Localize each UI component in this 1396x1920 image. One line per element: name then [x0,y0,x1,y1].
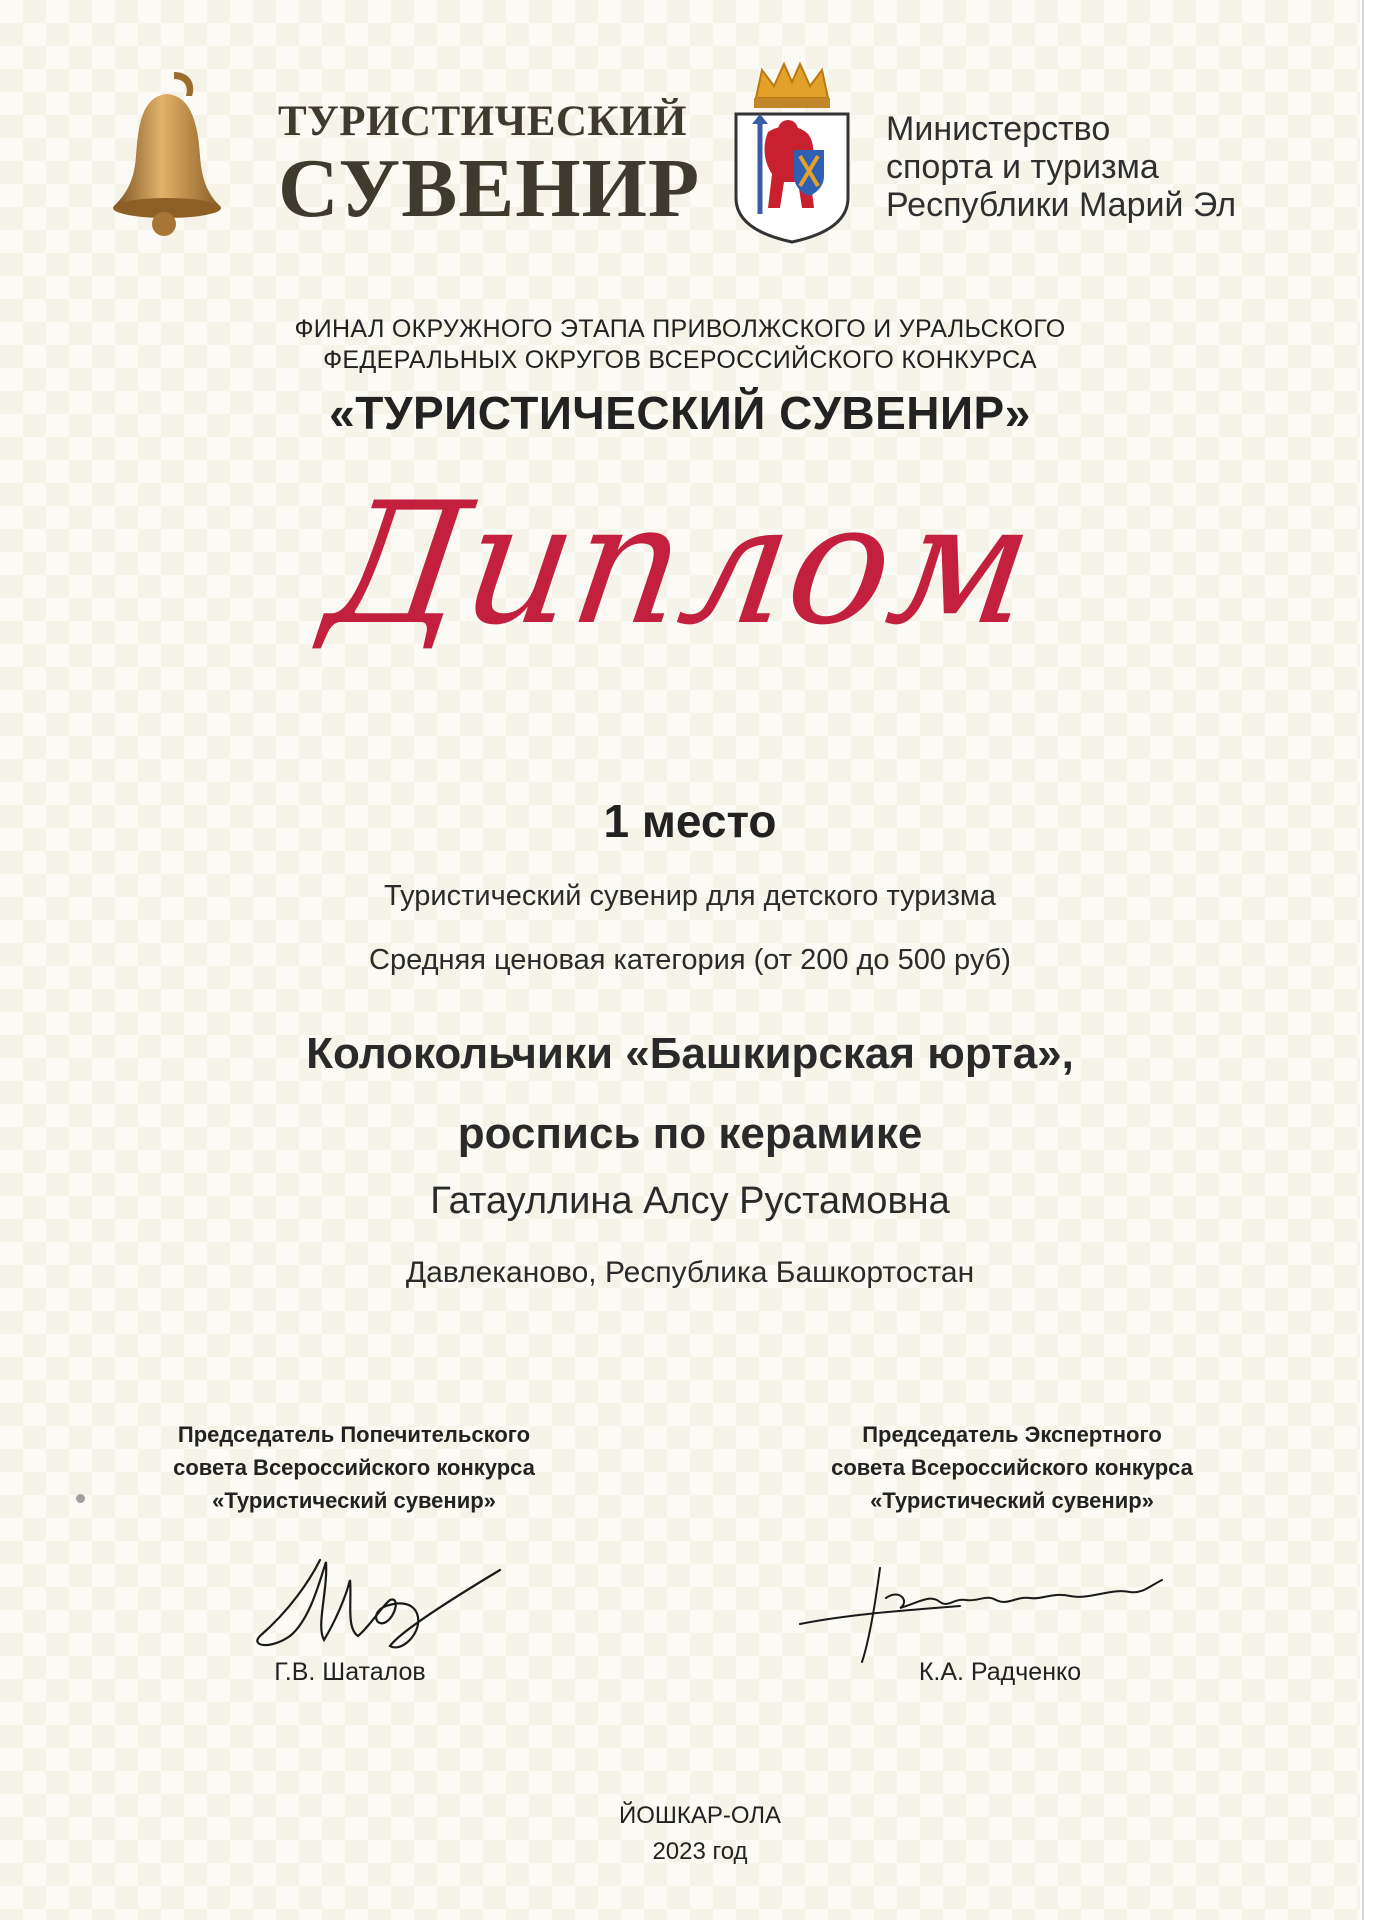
award-place: 1 место [603,795,777,847]
event-heading-line-1: ФИНАЛ ОКРУЖНОГО ЭТАПА ПРИВОЛЖСКОГО И УРАЛЬСКОГО [294,315,1066,343]
signatory-left-title-line-1: Председатель Попечительского [177,1422,531,1447]
award-location: Давлеканово, Республика Башкортостан [405,1256,975,1289]
award-author: Гатауллина Алсу Рустамовна [430,1180,950,1222]
award-category: Средняя ценовая категория (от 200 до 500 руб) [369,944,1011,976]
signatory-left-name: Г.В. Шаталов [274,1658,426,1686]
signatory-left-title-line-2: совета Всероссийского конкурса [173,1455,535,1480]
bell-icon [112,66,222,238]
signatory-right-title-line-1: Председатель Экспертного [862,1422,1162,1447]
ministry-line-2: спорта и туризма [886,148,1159,186]
signature-left [250,1540,510,1660]
signatory-right-title-line-3: «Туристический сувенир» [870,1488,1154,1513]
brand-line-1: ТУРИСТИЧЕСКИЙ [278,98,687,145]
event-heading [160,314,1200,376]
signatory-right-title [752,1418,1272,1517]
diploma-title: Диплом [316,466,1045,662]
signatory-left-title [94,1418,614,1517]
issue-city: ЙОШКАР-ОЛА [618,1802,782,1829]
brand-line-2: СУВЕНИР [278,142,701,235]
award-nomination: Туристический сувенир для детского туризма [384,880,996,912]
event-heading-line-2: ФЕДЕРАЛЬНЫХ ОКРУГОВ ВСЕРОССИЙСКОГО КОНКУРСА [323,346,1037,374]
award-work-line-1: Колокольчики «Башкирская юрта», [306,1029,1074,1078]
award-work-line-2: роспись по керамике [457,1109,923,1158]
ministry-name [886,110,1326,224]
signature-right [790,1558,1190,1668]
scan-speck [76,1494,85,1503]
signatory-right-title-line-2: совета Всероссийского конкурса [831,1455,1193,1480]
issue-year: 2023 год [652,1838,748,1865]
signatory-left-title-line-3: «Туристический сувенир» [212,1488,496,1513]
coat-of-arms-icon [728,58,856,246]
brand-logo [278,98,701,235]
scan-edge [1362,0,1364,1920]
signatory-right-name: К.А. Радченко [918,1658,1082,1686]
award-work-title [120,1014,1260,1174]
ministry-line-1: Министерство [886,110,1111,148]
ministry-line-3: Республики Марий Эл [886,186,1237,224]
contest-name: «ТУРИСТИЧЕСКИЙ СУВЕНИР» [329,387,1031,439]
